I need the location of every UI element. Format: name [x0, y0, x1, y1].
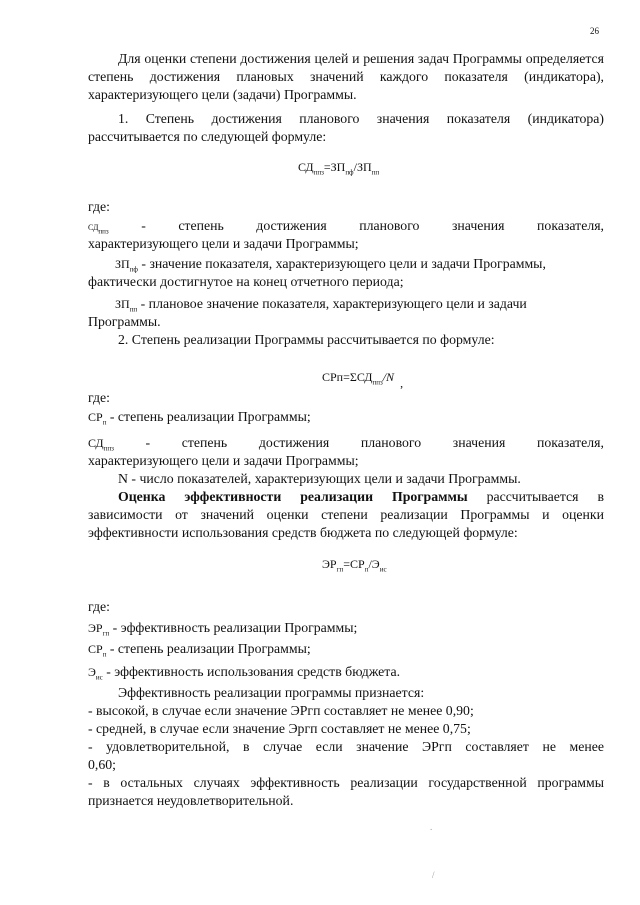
definition-sdppz-1-cont: характеризующего цели и задачи Программы;: [88, 236, 359, 251]
definition-zppf-cont: фактически достигнутое на конец отчетного периода;: [88, 274, 404, 289]
level-high: - высокой, в случае если значение ЭРгп составляет не менее 0,90;: [88, 703, 474, 718]
level-other: - в остальных случаях эффективность реализации государственной программы признается неудовлетворительной.: [88, 775, 604, 808]
level-satisfactory: - удовлетворительной, в случае если значение ЭРгп составляет не менее: [88, 739, 604, 754]
formula-realization: $СРп=\Sigma СД_{ппз}/N$ ,: [322, 370, 404, 390]
recognized-line: Эффективность реализации программы признается:: [118, 685, 425, 700]
definition-ergp: $ЭР_{гп}$ - эффективность реализации Программы;: [88, 620, 358, 638]
item1-paragraph: 1. Степень достижения планового значения показателя (индикатора) рассчитывается по следующей формуле:: [88, 111, 604, 144]
definition-zppp-cont: Программы.: [88, 314, 161, 329]
definition-eis: $Э_{ис}$ - эффективность использования средств бюджета.: [88, 664, 401, 682]
stray-mark-2: /: [432, 870, 435, 880]
definition-zppf: $ЗП_{пф}$ - значение показателя, характеризующего цели и задачи Программы,: [115, 256, 546, 274]
definition-sdppz-1: $СД_{ппз}$ - степень достижения планового значения показателя,: [88, 217, 604, 240]
formula-achievement: $СД_{ппз}=ЗП_{пф}/ЗП_{пп}$: [298, 160, 380, 177]
page-number: 26: [590, 26, 599, 36]
formula-efficiency: $ЭР_{гп}=СР_п/Э_{ис}$: [322, 557, 387, 574]
efficiency-heading: Оценка эффективности реализации Программы: [118, 489, 468, 504]
definition-sdppz-2-cont: характеризующего цели и задачи Программы;: [88, 453, 359, 468]
symbol-sdppz-2: $СД_{ппз}$: [88, 436, 114, 453]
where-label: где:: [88, 199, 110, 214]
definition-sdppz-2: $СД_{ппз}$ - степень достижения планового значения показателя,: [88, 434, 604, 457]
symbol-sdppz: $СД_{ппз}$: [88, 223, 109, 236]
definition-zppp: $ЗП_{пп}$ - плановое значение показателя, характеризующего цели и задачи: [115, 296, 527, 314]
level-mid: - средней, в случае если значение Эргп составляет не менее 0,75;: [88, 721, 471, 736]
stray-mark-1: .: [430, 822, 433, 832]
where-label-3: где:: [88, 599, 110, 614]
intro-paragraph: Для оценки степени достижения целей и решения задач Программы определяется степень достижения плановых значений каждого показателя (индикатора), характеризующего цели (задачи) Программы.: [88, 51, 604, 102]
where-label-2: где:: [88, 390, 110, 405]
definition-n: N - число показателей, характеризующих цели и задачи Программы.: [118, 471, 521, 486]
item2-paragraph: 2. Степень реализации Программы рассчитывается по формуле:: [118, 332, 495, 347]
definition-srp-2: $СР_п$ - степень реализации Программы;: [88, 641, 311, 659]
efficiency-paragraph: Оценка эффективности реализации Программы рассчитывается в зависимости от значений оценки степени реализации Программы и оценки эффективности использования средств бюджета по следующей формуле:: [88, 489, 604, 540]
level-satisfactory-cont: 0,60;: [88, 757, 116, 772]
definition-srp: $СР_п$ - степень реализации Программы;: [88, 409, 311, 427]
